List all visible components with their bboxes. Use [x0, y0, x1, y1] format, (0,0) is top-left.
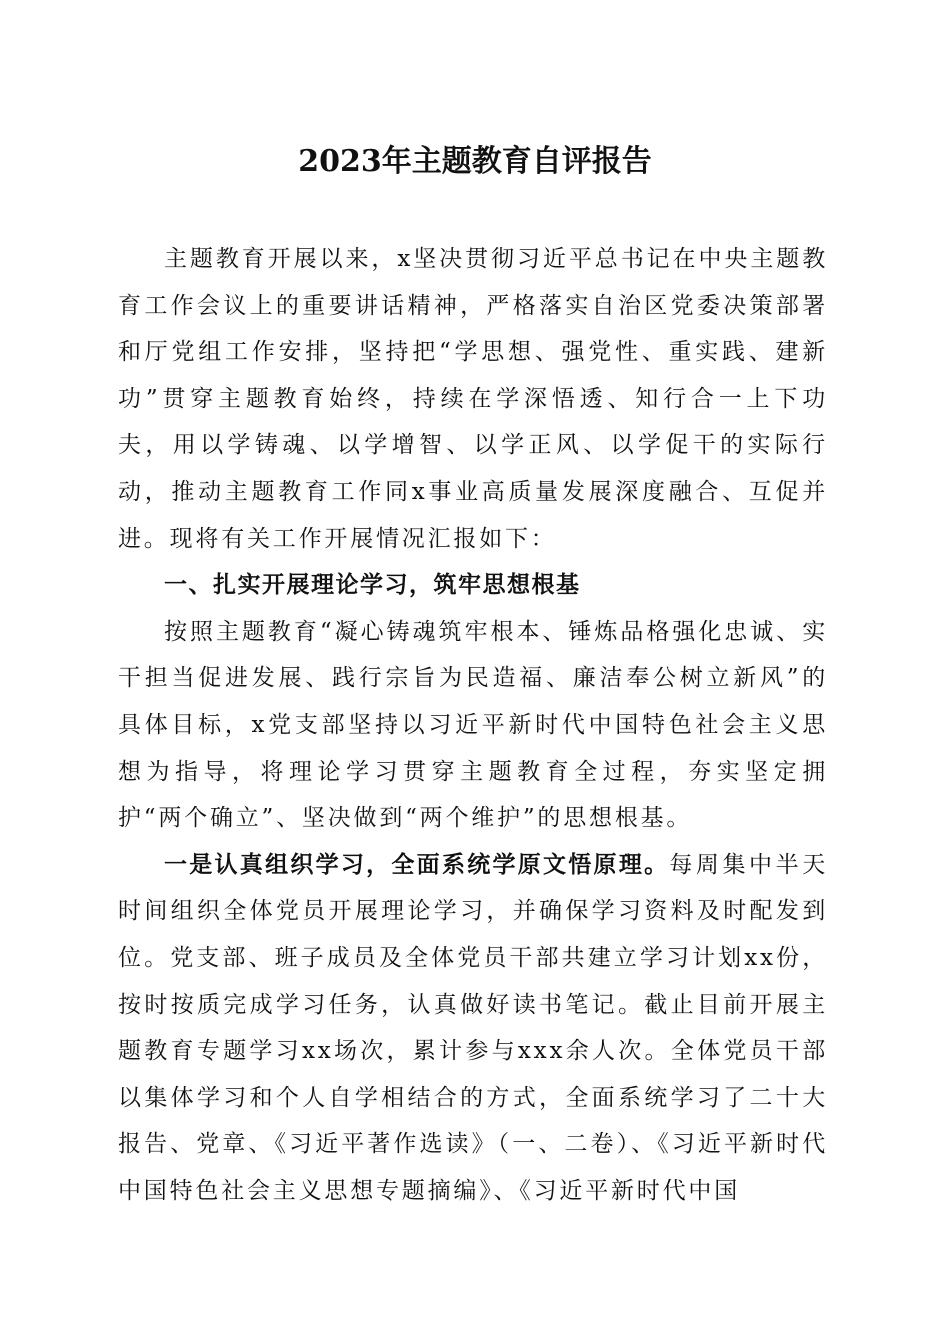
section-paragraph-2 [118, 842, 828, 1215]
paragraph-lead: 一是认真组织学习，全面系统学原文悟原理。 [164, 851, 670, 878]
section-heading: 一、扎实开展理论学习，筑牢思想根基 [164, 572, 581, 599]
document-title: 2023年主题教育自评报告 [298, 144, 652, 179]
intro-paragraph: 主题教育开展以来，x坚决贯彻习近平总书记在中央主题教育工作会议上的重要讲话精神，严格落实自治区党委决策部署和厅党组工作安排，坚持把“学思想、强党性、重实践、建新功”贯穿主题教育始终，持续在学深悟透、知行合一上下功夫，用以学铸魂、以学增智、以学正风、以学促干的实际行动，推动主题教育工作同x事业高质量发展深度融合、互促并进。现将有关工作开展情况汇报如下： [118, 246, 828, 552]
paragraph-body: 每周集中半天时间组织全体党员开展理论学习，并确保学习资料及时配发到位。党支部、班子成员及全体党员干部共建立学习计划xx份，按时按质完成学习任务，认真做好读书笔记。截止目前开展主题教育专题学习xx场次，累计参与xxx余人次。全体党员干部以集体学习和个人自学相结合的方式，全面系统学习了二十大报告、党章、《习近平著作选读》（一、二卷）、《习近平新时代中国特色社会主义思想专题摘编》、《习近平新时代中国 [118, 851, 828, 1204]
section-paragraph: 按照主题教育“凝心铸魂筑牢根本、锤炼品格强化忠诚、实干担当促进发展、践行宗旨为民造福、廉洁奉公树立新风”的具体目标，x党支部坚持以习近平新时代中国特色社会主义思想为指导，将理论学习贯穿主题教育全过程，夯实坚定拥护“两个确立”、坚决做到“两个维护”的思想根基。 [118, 618, 828, 832]
document-body [118, 236, 828, 1214]
